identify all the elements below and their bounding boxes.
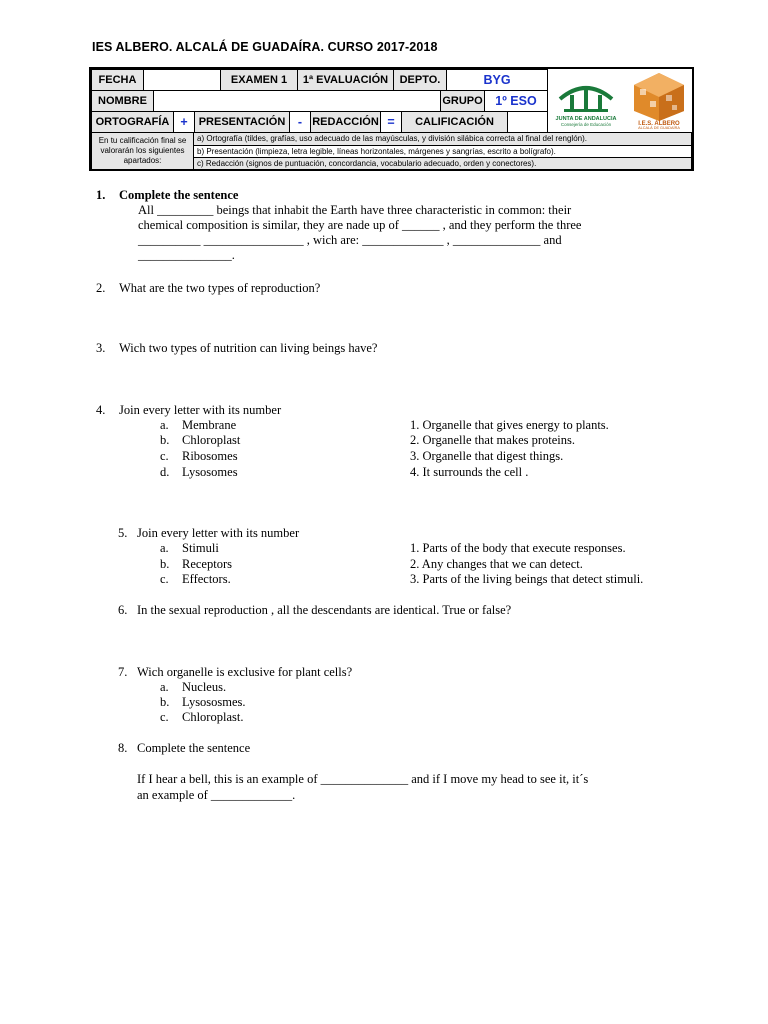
q2-number: 2. — [96, 281, 106, 295]
q4-match-4: 4. It surrounds the cell . — [410, 465, 529, 479]
criterion-ortografia: a) Ortografía (tildes, grafías, uso adecuado de las mayúsculas, y división silábica correcta al final del renglón). — [193, 132, 692, 146]
q5-match-1: 1. Parts of the body that execute responses. — [410, 541, 626, 555]
q5-item-b: Receptors — [182, 557, 232, 571]
q7-number: 7. — [118, 665, 128, 679]
q5-item-a: Stimuli — [182, 541, 219, 555]
ortografia-label: ORTOGRAFÍA — [91, 111, 174, 133]
q4-item-b: Chloroplast — [182, 433, 241, 447]
q6-text: In the sexual reproduction , all the descendants are identical. True or false? — [137, 603, 512, 617]
q3-text: Wich two types of nutrition can living beings have? — [119, 341, 378, 355]
plus-sign: + — [173, 111, 195, 133]
q4-match-2: 2. Organelle that makes proteins. — [410, 433, 576, 447]
q4-text: Join every letter with its number — [119, 403, 282, 417]
q4-letter-a: a. — [160, 418, 169, 432]
equals-sign: = — [380, 111, 402, 133]
q5-match-3: 3. Parts of the living beings that detect stimuli. — [410, 572, 644, 586]
q1-number: 1. — [96, 188, 106, 202]
q7-text: Wich organelle is exclusive for plant cells? — [137, 665, 353, 679]
svg-text:I.E.S. ALBERO: I.E.S. ALBERO — [638, 121, 680, 127]
q7-letter-c: c. — [160, 710, 169, 724]
q5-item-c: Effectors. — [182, 572, 231, 586]
q4-item-a: Membrane — [182, 418, 237, 432]
ies-albero-logo — [628, 71, 690, 129]
presentacion-label: PRESENTACIÓN — [194, 111, 290, 133]
q7-option-c: Chloroplast. — [182, 710, 244, 724]
svg-text:ALCALÁ DE GUADAÍRA: ALCALÁ DE GUADAÍRA — [638, 126, 680, 129]
grupo-value: 1º ESO — [484, 90, 548, 112]
q5-letter-b: b. — [160, 557, 170, 571]
q4-item-d: Lysosomes — [182, 465, 238, 479]
svg-text:JUNTA DE ANDALUCIA: JUNTA DE ANDALUCIA — [555, 116, 617, 122]
q1-line-2: chemical composition is similar, they are nade up of ______ , and they perform the three — [138, 218, 582, 232]
q5-letter-a: a. — [160, 541, 169, 555]
q4-letter-d: d. — [160, 465, 170, 479]
examen-label: EXAMEN 1 — [220, 69, 298, 91]
junta-andalucia-logo — [552, 73, 620, 129]
q4-number: 4. — [96, 403, 106, 417]
q5-text: Join every letter with its number — [137, 526, 300, 540]
q6-number: 6. — [118, 603, 128, 617]
q7-option-b: Lysososmes. — [182, 695, 246, 709]
q1-line-4: _______________. — [138, 248, 235, 262]
q4-letter-b: b. — [160, 433, 170, 447]
q3-number: 3. — [96, 341, 106, 355]
nombre-label: NOMBRE — [91, 90, 154, 112]
evaluacion-label: 1ª EVALUACIÓN — [297, 69, 394, 91]
school-title: IES ALBERO. ALCALÁ DE GUADAÍRA. CURSO 2017-2018 — [92, 40, 438, 54]
q7-letter-a: a. — [160, 680, 169, 694]
q4-match-1: 1. Organelle that gives energy to plants. — [410, 418, 609, 432]
q5-match-2: 2. Any changes that we can detect. — [410, 557, 583, 571]
redaccion-label: REDACCIÓN — [310, 111, 381, 133]
q1-title: Complete the sentence — [119, 188, 239, 202]
criterion-presentacion: b) Presentación (limpieza, letra legible, líneas horizontales, márgenes y sangrías, escrito a bolígrafo). — [193, 145, 692, 158]
q4-letter-c: c. — [160, 449, 169, 463]
q5-letter-c: c. — [160, 572, 169, 586]
apartados-note: En tu calificación final se valorarán los siguientes apartados: — [91, 132, 194, 170]
q4-item-c: Ribosomes — [182, 449, 238, 463]
q8-line-2: an example of _____________. — [137, 788, 296, 802]
q7-letter-b: b. — [160, 695, 170, 709]
q8-text: Complete the sentence — [137, 741, 251, 755]
q7-option-a: Nucleus. — [182, 680, 227, 694]
fecha-label: FECHA — [91, 69, 144, 91]
q8-line-1: If I hear a bell, this is an example of ______________ and if I move my head to see it, it´s — [137, 772, 589, 786]
q5-number: 5. — [118, 526, 128, 540]
q4-match-3: 3. Organelle that digest things. — [410, 449, 564, 463]
fecha-field[interactable] — [143, 69, 221, 91]
q2-text: What are the two types of reproduction? — [119, 281, 321, 295]
svg-text:Consejería de Educación: Consejería de Educación — [560, 122, 612, 127]
q8-number: 8. — [118, 741, 128, 755]
q1-line-3: __________ ________________ , wich are: _____________ , ______________ and — [138, 233, 562, 247]
q1-line-1: All _________ beings that inhabit the Earth have three characteristic in common: their — [138, 203, 572, 217]
exam-header-table — [89, 67, 694, 171]
calificacion-field[interactable] — [507, 111, 548, 133]
depto-value: BYG — [446, 69, 548, 91]
calificacion-label: CALIFICACIÓN — [401, 111, 508, 133]
nombre-field[interactable] — [153, 90, 441, 112]
grupo-label: GRUPO — [440, 90, 485, 112]
criterion-redaccion: c) Redacción (signos de puntuación, concordancia, vocabulario adecuado, orden y conectores). — [193, 157, 692, 170]
depto-label: DEPTO. — [393, 69, 447, 91]
minus-sign: - — [289, 111, 311, 133]
